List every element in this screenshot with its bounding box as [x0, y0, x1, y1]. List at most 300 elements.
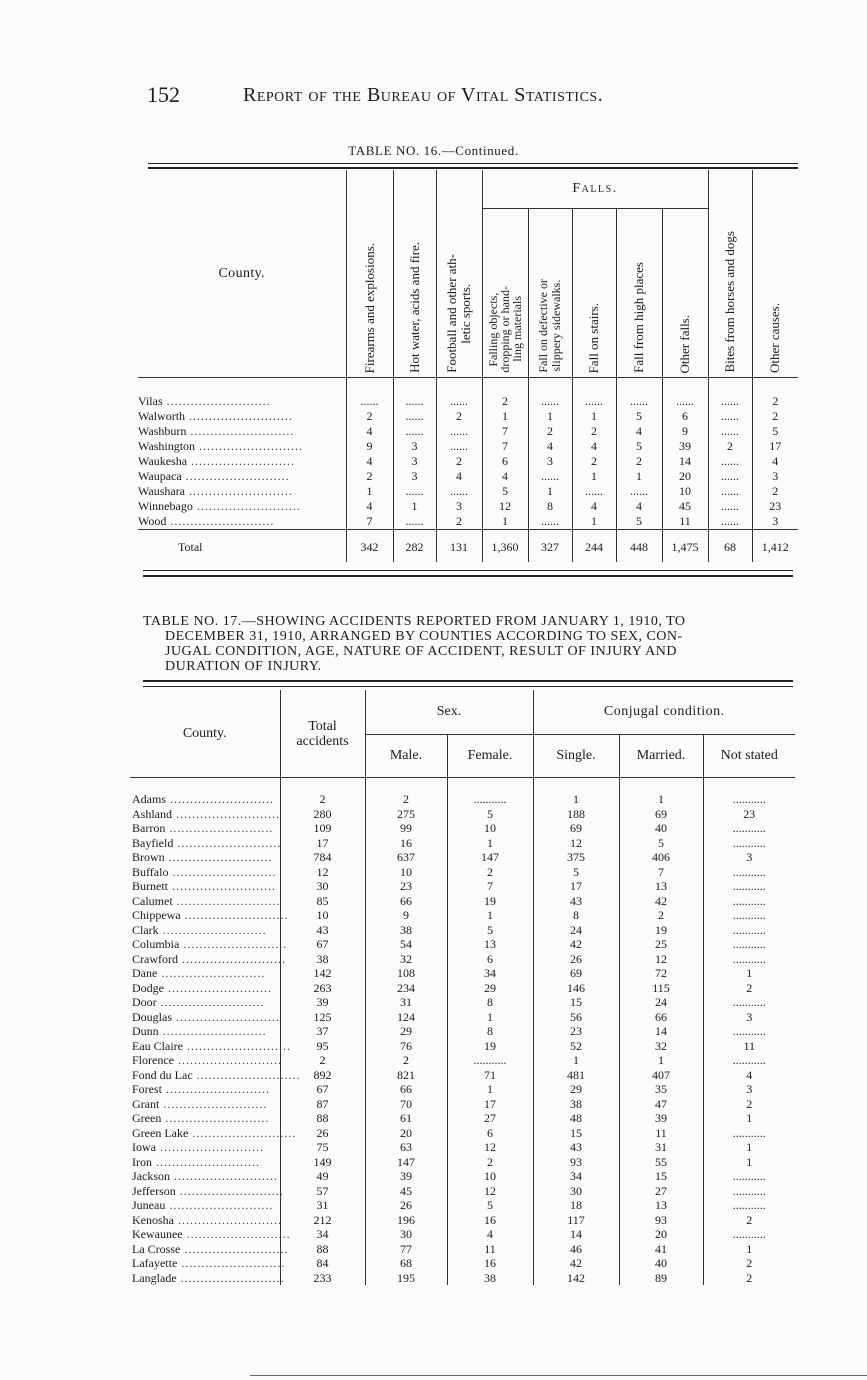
- table-cell: 4: [346, 499, 393, 514]
- total-cell: 244: [572, 530, 616, 563]
- table-row: [130, 1126, 795, 1141]
- county-name: Buffalo ..........................: [132, 864, 277, 879]
- dot-leader: ..........................: [182, 1038, 291, 1053]
- table-cell: 407: [619, 1068, 703, 1083]
- dot-leader: ..........................: [152, 1154, 260, 1169]
- table-row: [138, 378, 798, 410]
- total-cell: 327: [528, 530, 572, 563]
- table-row: [130, 1097, 795, 1112]
- table-cell: 9: [662, 424, 708, 439]
- table-cell: 17: [447, 1097, 533, 1112]
- table-cell: 26: [533, 952, 619, 967]
- table-cell: 27: [447, 1111, 533, 1126]
- table-cell: 23: [365, 879, 447, 894]
- table16-top-rule-1: [148, 163, 798, 164]
- table-row: [130, 952, 795, 967]
- county-name: Forest ..........................: [132, 1082, 270, 1096]
- table-cell: 23: [752, 499, 798, 514]
- table-cell: 2: [703, 981, 795, 996]
- table-cell: 34: [280, 1227, 365, 1242]
- table-cell: 3: [393, 454, 436, 469]
- table-row: [138, 439, 798, 454]
- county-name: Dodge ..........................: [132, 980, 272, 995]
- table-cell: ......: [393, 378, 436, 410]
- table-cell: 4: [346, 424, 393, 439]
- table-cell: 1: [346, 484, 393, 499]
- dot-leader: ..........................: [164, 980, 272, 995]
- dot-leader: ..........................: [172, 893, 281, 908]
- table16-col-header: [708, 170, 752, 378]
- table-row: [138, 469, 798, 484]
- table-cell: ...........: [447, 778, 533, 807]
- table-cell: ...........: [703, 836, 795, 851]
- table16-col-header: [616, 209, 662, 378]
- dot-leader: ..........................: [166, 792, 274, 806]
- table-cell: 146: [533, 981, 619, 996]
- table-row: [130, 850, 795, 865]
- table-cell: 85: [280, 894, 365, 909]
- table-cell: 23: [703, 807, 795, 822]
- table-cell: 9: [365, 908, 447, 923]
- table-cell: 10: [280, 908, 365, 923]
- county-name: Langlade ..........................: [132, 1270, 285, 1285]
- table-cell: ...........: [447, 1053, 533, 1068]
- table-cell: 39: [619, 1111, 703, 1126]
- total-cell: 131: [436, 530, 482, 563]
- table-cell: 38: [280, 952, 365, 967]
- table-cell: 63: [365, 1140, 447, 1155]
- table-row: [138, 484, 798, 499]
- table-cell: 42: [619, 894, 703, 909]
- table-cell: 42: [533, 1256, 619, 1271]
- dot-leader: ..........................: [180, 1241, 289, 1256]
- table-cell: 10: [447, 821, 533, 836]
- table-cell: 892: [280, 1068, 365, 1083]
- table-row: [130, 1242, 795, 1257]
- table-cell: 2: [619, 908, 703, 923]
- county-name: Juneau ..........................: [132, 1198, 274, 1212]
- table-cell: 34: [447, 966, 533, 981]
- table-row: [138, 514, 798, 530]
- table-cell: ......: [708, 469, 752, 484]
- table-cell: 4: [482, 469, 528, 484]
- table17-top-rule-1: [143, 680, 793, 682]
- table-cell: 1: [447, 908, 533, 923]
- table-cell: 233: [280, 1271, 365, 1286]
- table-cell: 5: [616, 409, 662, 424]
- table-cell: 7: [346, 514, 393, 530]
- dot-leader: ..........................: [175, 1183, 284, 1198]
- county-name: Door ..........................: [132, 995, 265, 1009]
- table-row: [130, 1024, 795, 1039]
- table-cell: 95: [280, 1039, 365, 1054]
- table-cell: 87: [280, 1097, 365, 1112]
- table16-bottom-rule-2: [143, 575, 793, 577]
- table-cell: 7: [482, 439, 528, 454]
- table-cell: ......: [708, 499, 752, 514]
- table-cell: 4: [528, 439, 572, 454]
- table-cell: 66: [365, 894, 447, 909]
- table-cell: 147: [365, 1155, 447, 1170]
- table-cell: 38: [447, 1271, 533, 1286]
- table-cell: 88: [280, 1111, 365, 1126]
- table-row: [130, 981, 795, 996]
- table16-county-header: County.: [218, 265, 266, 281]
- table-cell: 1: [447, 836, 533, 851]
- table-cell: 2: [703, 1271, 795, 1286]
- county-name: Barron ..........................: [132, 821, 274, 835]
- table17-county-header: County.: [182, 725, 227, 741]
- table-cell: 42: [533, 937, 619, 952]
- table-cell: ......: [436, 424, 482, 439]
- col-header-label: Hot water, acids and fire.: [406, 242, 422, 373]
- table-cell: 234: [365, 981, 447, 996]
- total-cell: 1,360: [482, 530, 528, 563]
- table16-top-rule-2: [148, 167, 798, 169]
- table-cell: 4: [447, 1227, 533, 1242]
- dot-leader: ..........................: [168, 879, 276, 893]
- county-name: Eau Claire ..........................: [132, 1038, 291, 1053]
- total-cell: 68: [708, 530, 752, 563]
- dot-leader: ..........................: [159, 1096, 268, 1111]
- table-cell: 117: [533, 1213, 619, 1228]
- county-name: Waupaca ..........................: [138, 469, 290, 483]
- dot-leader: ..........................: [192, 499, 301, 513]
- dot-leader: ..........................: [156, 995, 265, 1009]
- table17-caption-line: JUGAL CONDITION, AGE, NATURE OF ACCIDENT, RESULT OF INJURY AND: [165, 644, 677, 659]
- table-cell: 9: [346, 439, 393, 454]
- table-cell: 38: [365, 923, 447, 938]
- table-cell: 93: [619, 1213, 703, 1228]
- table-cell: 72: [619, 966, 703, 981]
- table16: [138, 170, 798, 562]
- col-header-label: Falling objects, dropping or hand- ling materials: [486, 286, 524, 373]
- table-row: [130, 966, 795, 981]
- table-cell: 2: [447, 865, 533, 880]
- table-cell: 125: [280, 1010, 365, 1025]
- table17-caption-line: DURATION OF INJURY.: [165, 659, 322, 674]
- table-cell: 11: [703, 1039, 795, 1054]
- table-cell: 12: [447, 1140, 533, 1155]
- col-header-label: Other falls.: [677, 314, 693, 373]
- table-cell: 13: [619, 1198, 703, 1213]
- total-cell: 1,475: [662, 530, 708, 563]
- table-cell: 188: [533, 807, 619, 822]
- table-cell: ......: [616, 484, 662, 499]
- table-cell: 39: [280, 995, 365, 1010]
- col-header-label: Bites from horses and dogs: [722, 231, 738, 373]
- table16-col-header: [752, 170, 798, 378]
- total-cell: 342: [346, 530, 393, 563]
- table-cell: 115: [619, 981, 703, 996]
- dot-leader: ..........................: [195, 439, 304, 453]
- table-row: [130, 1155, 795, 1170]
- dot-leader: ..........................: [173, 835, 282, 850]
- table16-col-header: [393, 170, 436, 378]
- table17-conjugal-header: Conjugal condition.: [533, 690, 795, 735]
- table-cell: ...........: [703, 923, 795, 938]
- table-cell: ......: [393, 514, 436, 530]
- table-cell: 14: [533, 1227, 619, 1242]
- table-cell: 5: [447, 807, 533, 822]
- table-cell: 3: [528, 454, 572, 469]
- table-cell: 57: [280, 1184, 365, 1199]
- table-cell: ...........: [703, 879, 795, 894]
- table-cell: 15: [533, 995, 619, 1010]
- table-cell: 2: [365, 1053, 447, 1068]
- table-row: [130, 865, 795, 880]
- county-name: Clark ..........................: [132, 922, 267, 937]
- table-cell: ...........: [703, 1126, 795, 1141]
- table17-married-header: Married.: [619, 735, 703, 778]
- table16-caption: TABLE NO. 16.—Continued.: [348, 143, 519, 158]
- table-cell: 47: [619, 1097, 703, 1112]
- dot-leader: ..........................: [177, 951, 286, 966]
- table-cell: ...........: [703, 952, 795, 967]
- table-cell: ...........: [703, 1184, 795, 1199]
- table-row: [130, 1039, 795, 1054]
- table-cell: 25: [619, 937, 703, 952]
- county-name: Kenosha ..........................: [132, 1212, 282, 1227]
- table-cell: ...........: [703, 1227, 795, 1242]
- dot-leader: ..........................: [158, 922, 267, 937]
- col-header-label: Football and other ath- letic sports.: [444, 254, 473, 373]
- table-cell: 30: [280, 879, 365, 894]
- table-cell: 5: [616, 514, 662, 530]
- county-name: Dunn ..........................: [132, 1024, 267, 1038]
- table-cell: 88: [280, 1242, 365, 1257]
- table-cell: 11: [662, 514, 708, 530]
- table-cell: 2: [616, 454, 662, 469]
- table-cell: ...........: [703, 1053, 795, 1068]
- table-cell: 124: [365, 1010, 447, 1025]
- dot-leader: ..........................: [166, 514, 275, 528]
- table16-body: [138, 378, 798, 563]
- table-cell: 1: [528, 409, 572, 424]
- table-cell: 2: [703, 1097, 795, 1112]
- table-cell: ......: [393, 484, 436, 499]
- dot-leader: ..........................: [173, 1053, 282, 1067]
- table-cell: 5: [619, 836, 703, 851]
- table-cell: 70: [365, 1097, 447, 1112]
- table-cell: 16: [365, 836, 447, 851]
- table17-not-stated-header: Not stated: [703, 735, 795, 778]
- table-row: [130, 1256, 795, 1271]
- dot-leader: ..........................: [172, 1009, 280, 1024]
- table-cell: 4: [616, 499, 662, 514]
- table-row: [130, 1140, 795, 1155]
- table-cell: 11: [619, 1126, 703, 1141]
- table16-col-header: [528, 209, 572, 378]
- table-cell: 2: [482, 378, 528, 410]
- table-row: [138, 454, 798, 469]
- table-cell: ......: [708, 514, 752, 530]
- table16-bottom-rule-1: [143, 570, 793, 571]
- county-name: Florence ..........................: [132, 1053, 282, 1067]
- table-cell: 17: [533, 879, 619, 894]
- county-name: Wood ..........................: [138, 514, 275, 528]
- dot-leader: ..........................: [172, 806, 280, 821]
- table-row: [130, 908, 795, 923]
- county-name: Green ..........................: [132, 1111, 270, 1125]
- county-name: Kewaunee ..........................: [132, 1227, 291, 1241]
- dot-leader: ..........................: [192, 1067, 301, 1082]
- col-header-label: Fall on stairs.: [586, 302, 601, 373]
- county-name: Adams ..........................: [130, 778, 280, 807]
- table-cell: 43: [533, 1140, 619, 1155]
- table-row: [130, 1010, 795, 1025]
- table-cell: 109: [280, 821, 365, 836]
- dot-leader: ..........................: [165, 1198, 274, 1212]
- table-row: [130, 923, 795, 938]
- table-cell: ......: [708, 484, 752, 499]
- table-cell: 17: [280, 836, 365, 851]
- table-cell: 4: [616, 424, 662, 439]
- table-cell: 1: [447, 1010, 533, 1025]
- table-cell: 3: [393, 439, 436, 454]
- dot-leader: ..........................: [182, 1227, 291, 1241]
- table-row: [130, 894, 795, 909]
- table-cell: 2: [280, 1053, 365, 1068]
- table-cell: 637: [365, 850, 447, 865]
- table16-col-header: [346, 170, 393, 378]
- table-cell: 93: [533, 1155, 619, 1170]
- table-cell: 76: [365, 1039, 447, 1054]
- table-row: [130, 1198, 795, 1213]
- table17-sex-header: Sex.: [365, 690, 533, 735]
- dot-leader: ..........................: [170, 1169, 278, 1183]
- county-name: Columbia ..........................: [132, 937, 288, 951]
- table-cell: 2: [703, 1256, 795, 1271]
- table-cell: 212: [280, 1213, 365, 1228]
- table-row: [130, 1068, 795, 1083]
- county-name: Washington ..........................: [138, 439, 304, 453]
- dot-leader: ..........................: [186, 424, 295, 438]
- table-cell: 16: [447, 1213, 533, 1228]
- page-header: [147, 82, 707, 114]
- table-cell: ......: [708, 424, 752, 439]
- dot-leader: ..........................: [188, 1125, 297, 1140]
- table-cell: 19: [447, 894, 533, 909]
- table-row: [130, 836, 795, 851]
- table-cell: 45: [365, 1184, 447, 1199]
- running-title: Report of the Bureau of Vital Statistics.: [243, 84, 604, 106]
- table-cell: 10: [662, 484, 708, 499]
- table-cell: ...........: [703, 1024, 795, 1039]
- table-cell: 2: [572, 454, 616, 469]
- table-cell: 39: [662, 439, 708, 454]
- table-cell: 69: [533, 821, 619, 836]
- table-cell: 2: [752, 378, 798, 410]
- table-cell: 2: [572, 424, 616, 439]
- dot-leader: ..........................: [156, 1140, 264, 1154]
- table-cell: 4: [572, 499, 616, 514]
- table17-body: [130, 778, 795, 1286]
- total-cell: 282: [393, 530, 436, 563]
- table-cell: 3: [703, 850, 795, 865]
- table-cell: 84: [280, 1256, 365, 1271]
- table-cell: ......: [528, 378, 572, 410]
- table-cell: 1: [619, 1053, 703, 1068]
- table-cell: ......: [708, 454, 752, 469]
- table16-col-header: [436, 170, 482, 378]
- table-row: [130, 995, 795, 1010]
- table-cell: 23: [533, 1024, 619, 1039]
- total-cell: 1,412: [752, 530, 798, 563]
- table-cell: 43: [533, 894, 619, 909]
- table-cell: ...........: [703, 1198, 795, 1213]
- county-name: Waukesha ..........................: [138, 454, 296, 468]
- table-cell: 1: [616, 469, 662, 484]
- table-cell: ......: [708, 378, 752, 410]
- table-cell: 52: [533, 1039, 619, 1054]
- table-cell: 15: [619, 1169, 703, 1184]
- table16-col-header: [482, 209, 528, 378]
- table17-caption-line: TABLE NO. 17.—SHOWING ACCIDENTS REPORTED FROM JANUARY 1, 1910, TO: [143, 614, 686, 629]
- table-cell: 37: [280, 1024, 365, 1039]
- table-cell: 1: [703, 1111, 795, 1126]
- table-cell: 1: [572, 514, 616, 530]
- table-cell: 1: [528, 484, 572, 499]
- table-cell: 40: [619, 821, 703, 836]
- county-name: Vilas ..........................: [138, 378, 346, 410]
- county-name: La Crosse ..........................: [132, 1241, 289, 1256]
- table17-grid: [130, 690, 795, 1285]
- table-cell: 2: [703, 1213, 795, 1228]
- table-cell: 8: [528, 499, 572, 514]
- table17-single-header: Single.: [533, 735, 619, 778]
- dot-leader: ..........................: [174, 1212, 282, 1227]
- table-cell: 1: [533, 1053, 619, 1068]
- table-cell: 4: [752, 454, 798, 469]
- table-cell: 3: [752, 514, 798, 530]
- total-row: [138, 530, 798, 563]
- table-cell: 24: [533, 923, 619, 938]
- table-row: [138, 499, 798, 514]
- table-row: [130, 1169, 795, 1184]
- dot-leader: ..........................: [164, 850, 273, 864]
- county-name: Calumet ..........................: [132, 893, 281, 908]
- table-cell: 39: [365, 1169, 447, 1184]
- table-cell: 1: [703, 1140, 795, 1155]
- page-number: 152: [147, 82, 180, 107]
- table-cell: 1: [572, 409, 616, 424]
- table-cell: ...........: [703, 937, 795, 952]
- table-cell: 12: [619, 952, 703, 967]
- table-cell: 1: [482, 409, 528, 424]
- table-cell: 68: [365, 1256, 447, 1271]
- table17-caption: [143, 614, 798, 674]
- dot-leader: ..........................: [181, 469, 290, 483]
- table-cell: ......: [572, 378, 616, 410]
- table-cell: 8: [447, 1024, 533, 1039]
- table-cell: 38: [533, 1097, 619, 1112]
- table-cell: 48: [533, 1111, 619, 1126]
- county-name: Green Lake ..........................: [132, 1125, 297, 1140]
- table-cell: ......: [528, 514, 572, 530]
- table-cell: ......: [436, 378, 482, 410]
- table-cell: 3: [436, 499, 482, 514]
- table-row: [130, 1227, 795, 1242]
- dot-leader: ..........................: [179, 937, 288, 951]
- table16-falls-header: Falls.: [482, 170, 708, 209]
- table16-col-header: [572, 209, 616, 378]
- table-cell: 5: [447, 1198, 533, 1213]
- table-cell: 2: [436, 454, 482, 469]
- table-cell: 1: [703, 1155, 795, 1170]
- table-cell: 4: [436, 469, 482, 484]
- table-cell: ...........: [703, 865, 795, 880]
